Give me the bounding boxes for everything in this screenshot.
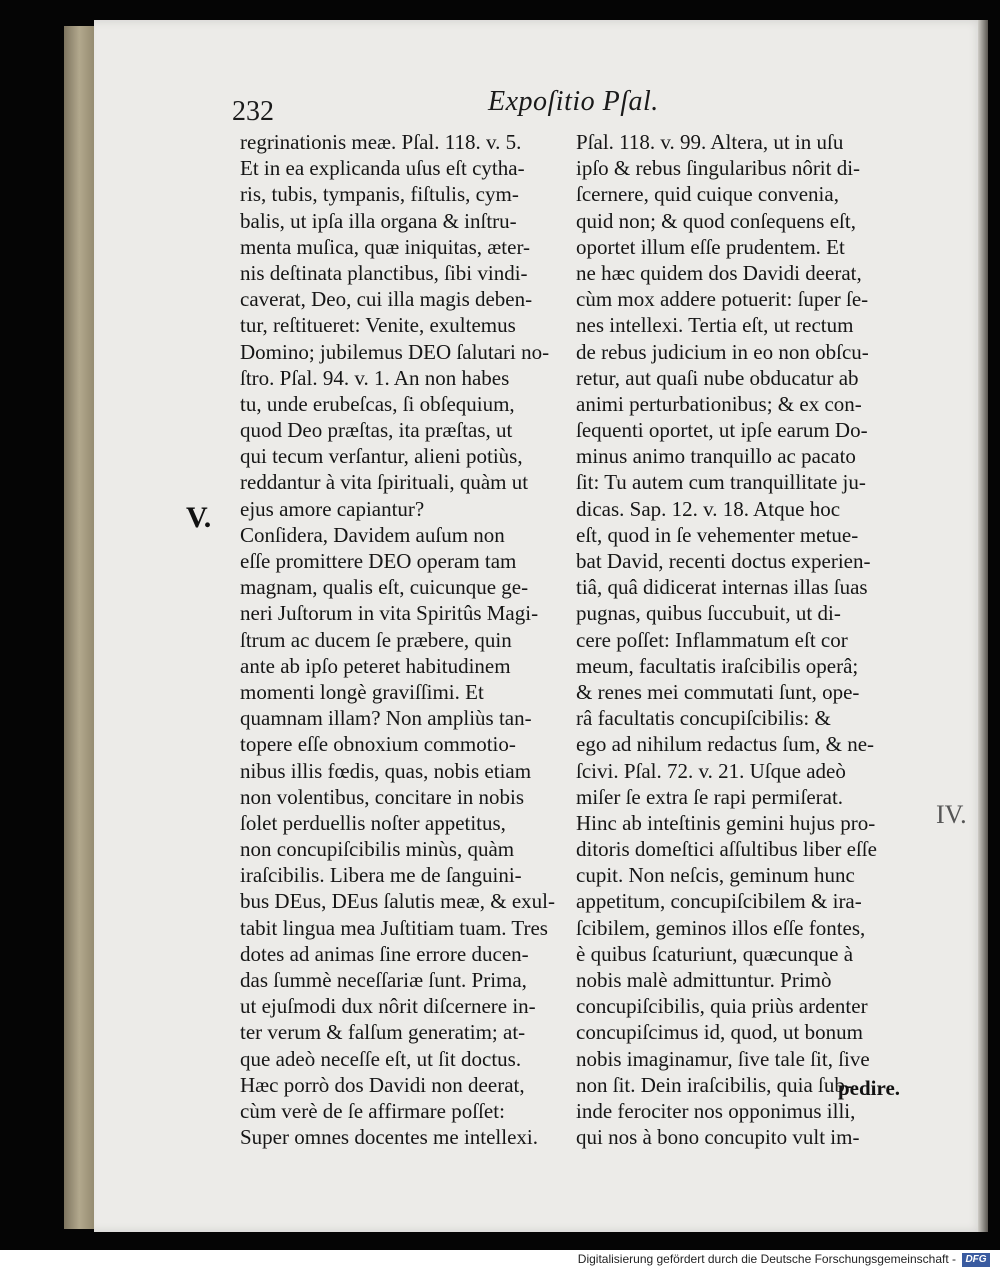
text-line: cere poſſet: Inflammatum eſt cor: [576, 627, 848, 652]
text-line: tabit lingua mea Juſtitiam tuam. Tres: [240, 915, 548, 940]
text-line: quamnam illam? Non ampliùs tan-: [240, 706, 532, 731]
text-line: neri Juſtorum in vita Spiritûs Magi-: [240, 601, 539, 626]
text-line: magnam, qualis eſt, cuicunque ge-: [240, 575, 529, 600]
text-line: ſcibilem, geminos illos eſſe fontes,: [576, 915, 866, 940]
text-line: bus DEus, DEus ſalutis meæ, & exul-: [240, 889, 555, 914]
text-line: quod Deo præſtas, ita præſtas, ut: [240, 418, 513, 443]
text-line: cùm mox addere potuerit: ſuper ſe-: [576, 287, 869, 312]
page-edge-shadow: [978, 20, 988, 1232]
text-line: è quibus ſcaturiunt, quæcunque à: [576, 941, 854, 966]
text-line: dicas. Sap. 12. v. 18. Atque hoc: [576, 496, 841, 521]
text-line: reddantur à vita ſpirituali, quàm ut: [240, 470, 529, 495]
text-line: topere eſſe obnoxium commotio-: [240, 732, 516, 757]
text-line: ditoris domeſtici aſſultibus liber eſſe: [576, 837, 877, 862]
text-line: Domino; jubilemus DEO ſalutari no-: [240, 339, 550, 364]
text-line: qui tecum verſantur, alieni potiùs,: [240, 444, 523, 469]
text-line: ris, tubis, tympanis, fiſtulis, cym-: [240, 182, 519, 207]
text-line: ne hæc quidem dos Davidi deerat,: [576, 260, 862, 285]
section-marker: V.: [186, 501, 212, 534]
text-line: Hinc ab inteſtinis gemini hujus pro-: [576, 810, 876, 835]
cardboard-strip: [64, 26, 98, 1229]
text-line: ego ad nihilum redactus ſum, & ne-: [576, 732, 875, 757]
text-line: Conſidera, Davidem auſum non: [240, 522, 505, 547]
text-line: non concupiſcibilis minùs, quàm: [240, 837, 515, 862]
text-line: retur, aut quaſi nube obducatur ab: [576, 365, 859, 390]
text-line: tur, reſtitueret: Venite, exultemus: [240, 313, 516, 338]
text-line: iraſcibilis. Libera me de ſanguini-: [240, 863, 522, 888]
running-head: Expoſitio Pſal.: [488, 86, 659, 117]
text-line: Super omnes docentes me intellexi.: [240, 1125, 539, 1150]
text-line: Pſal. 118. v. 99. Altera, ut in uſu: [576, 130, 844, 154]
left-text-column: [240, 129, 566, 1150]
footer-credit: Digitalisierung gefördert durch die Deutsche Forschungsgemeinschaft -: [577, 1252, 956, 1266]
text-line: ſtrum ac ducem ſe præbere, quin: [240, 627, 512, 652]
text-line: ter verum & falſum generatim; at-: [240, 1020, 526, 1045]
text-line: eſſe promittere DEO operam tam: [240, 549, 517, 573]
text-line: tiâ, quâ didicerat internas illas ſuas: [576, 575, 868, 600]
text-line: non ſit. Dein iraſcibilis, quia ſub-: [576, 1072, 852, 1097]
text-line: appetitum, concupiſcibilem & ira-: [576, 889, 862, 914]
text-line: ſcivi. Pſal. 72. v. 21. Uſque adeò: [576, 758, 846, 783]
text-line: & renes mei commutati ſunt, ope-: [576, 679, 860, 704]
catchword: pedire.: [838, 1076, 901, 1100]
text-line: ante ab ipſo peteret habitudinem: [240, 653, 511, 678]
text-line: cupit. Non neſcis, geminum hunc: [576, 863, 855, 888]
text-line: ut ejuſmodi dux nôrit diſcernere in-: [240, 994, 536, 1019]
text-line: quid non; & quod conſequens eſt,: [576, 208, 856, 233]
text-line: nobis imaginamur, ſive tale ſit, ſive: [576, 1046, 870, 1071]
text-line: non volentibus, concitare in nobis: [240, 784, 525, 809]
text-line: caverat, Deo, cui illa magis deben-: [240, 287, 533, 312]
text-line: râ facultatis concupiſcibilis: &: [576, 706, 831, 731]
text-line: menta muſica, quæ iniquitas, æter-: [240, 234, 531, 259]
right-text-column: [576, 129, 888, 1150]
text-line: Hæc porrò dos Davidi non deerat,: [240, 1072, 525, 1097]
text-line: cùm verè de ſe affirmare poſſet:: [240, 1098, 505, 1123]
text-line: ipſo & rebus ſingularibus nôrit di-: [576, 156, 861, 181]
text-line: Et in ea explicanda uſus eſt cytha-: [240, 156, 525, 181]
text-line: bat David, recenti doctus experien-: [576, 549, 871, 573]
text-line: ejus amore capiantur?: [240, 496, 425, 521]
text-line: inde ferociter nos opponimus illi,: [576, 1098, 856, 1123]
text-line: ſequenti oportet, ut ipſe earum Do-: [576, 418, 868, 443]
text-line: ſolet perduellis noſter appetitus,: [240, 810, 506, 835]
text-line: que adeò neceſſe eſt, ut ſit doctus.: [240, 1046, 522, 1071]
text-line: meum, facultatis iraſcibilis operâ;: [576, 653, 859, 678]
text-line: concupiſcibilis, quia priùs ardenter: [576, 994, 868, 1019]
page-number: 232: [232, 96, 274, 127]
text-line: nibus illis fœdis, quas, nobis etiam: [240, 758, 532, 783]
text-line: tu, unde erubeſcas, ſi obſequium,: [240, 391, 515, 416]
text-line: nis deſtinata planctibus, ſibi vindi-: [240, 260, 528, 285]
text-line: pugnas, quibus ſuccubuit, ut di-: [576, 601, 841, 626]
text-line: momenti longè graviſſimi. Et: [240, 679, 484, 704]
text-line: animi perturbationibus; & ex con-: [576, 391, 862, 416]
text-line: ſtro. Pſal. 94. v. 1. An non habes: [240, 365, 510, 390]
text-line: ſit: Tu autem cum tranquillitate ju-: [576, 470, 866, 495]
text-line: nobis malè admittuntur. Primò: [576, 968, 832, 992]
text-line: concupiſcimus id, quod, ut bonum: [576, 1020, 863, 1045]
text-line: ſcernere, quid cuique convenia,: [576, 182, 839, 207]
text-line: regrinationis meæ. Pſal. 118. v. 5.: [240, 130, 522, 154]
text-line: nes intellexi. Tertia eſt, ut rectum: [576, 313, 854, 338]
right-margin-marker: IV.: [936, 800, 967, 829]
text-line: das ſummè neceſſariæ ſunt. Prima,: [240, 968, 527, 992]
text-line: minus animo tranquillo ac pacato: [576, 444, 856, 469]
text-line: eſt, quod in ſe vehementer metue-: [576, 522, 859, 547]
text-line: miſer ſe extra ſe rapi permiſerat.: [576, 784, 844, 809]
digitization-footer: [0, 1250, 1000, 1270]
text-line: oportet illum eſſe prudentem. Et: [576, 234, 845, 259]
text-line: de rebus judicium in eo non obſcu-: [576, 339, 869, 364]
text-line: dotes ad animas ſine errore ducen-: [240, 941, 529, 966]
dfg-logo: DFG: [962, 1253, 990, 1267]
text-line: balis, ut ipſa illa organa & inſtru-: [240, 208, 517, 233]
text-line: qui nos à bono concupito vult im-: [576, 1125, 860, 1150]
